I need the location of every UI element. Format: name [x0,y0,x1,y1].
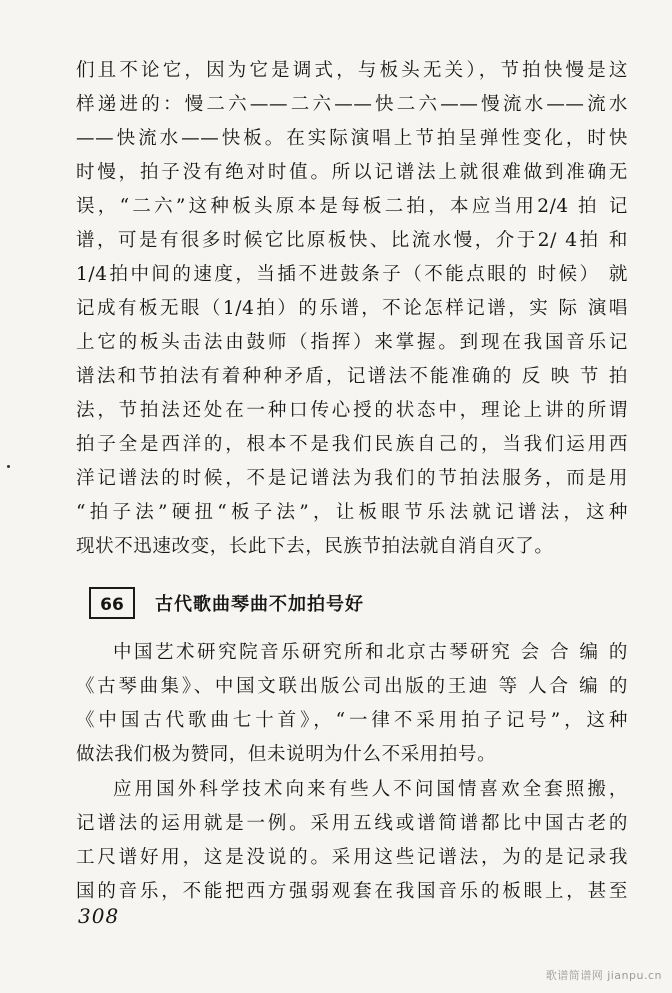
text-line: 工尺谱好用，这是没说的。采用这些记谱法，为的是记录我 [76,847,628,868]
text-line: 国的音乐，不能把西方强弱观套在我国音乐的板眼上，甚至 [76,881,628,902]
text-line: “拍子法”硬扭“板子法”，让板眼节乐法就记谱法，这种 [76,502,628,523]
text-line: 拍子全是西洋的，根本不是我们民族自己的，当我们运用西 [76,434,628,455]
text-line: ——快流水——快板。在实际演唱上节拍呈弹性变化，时快 [76,128,628,149]
paragraph-1 [76,54,628,564]
paragraph-3 [76,773,628,909]
text-line: 时慢，拍子没有绝对时值。所以记谱法上就很难做到准确无 [76,162,628,183]
page-number: 308 [78,904,120,928]
text-line: 1/4拍中间的速度，当插不进鼓条子（不能点眼的 时候） 就 [76,264,628,285]
paragraph-2 [76,636,628,772]
text-line: 做法我们极为赞同，但未说明为什么不采用拍号。 [76,744,497,765]
site-watermark: 歌谱简谱网 jianpu.cn [545,969,662,982]
text-line: 谱法和节拍法有着种种矛盾，记谱法不能准确的 反 映 节 拍 [76,366,628,387]
section-heading [89,583,364,623]
text-line: 中国艺术研究院音乐研究所和北京古琴研究 会 合 编 的 [113,642,628,663]
scan-speck [7,465,10,468]
text-line: 现状不迅速改变，长此下去，民族节拍法就自消自灭了。 [76,536,554,557]
text-line: 《古琴曲集》、中国文联出版公司出版的王迪 等 人合 编 的 [76,676,628,697]
section-number-box: 66 [89,587,135,619]
text-line: 记成有板无眼（1/4拍）的乐谱，不论怎样记谱，实 际 演唱 [76,298,628,319]
text-line: 记谱法的运用就是一例。采用五线或谱简谱都比中国古老的 [76,813,628,834]
section-title: 古代歌曲琴曲不加拍号好 [155,594,364,615]
text-line: 误，“二六”这种板头原本是每板二拍，本应当用2/4 拍 记 [76,196,628,217]
text-line: 们且不论它，因为它是调式，与板头无关），节拍快慢是这 [76,60,628,81]
text-line: 上它的板头击法由鼓师（指挥）来掌握。到现在我国音乐记 [76,332,628,353]
text-line: 样递进的：慢二六——二六——快二六——慢流水——流水 [76,94,628,115]
text-line: 应用国外科学技术向来有些人不问国情喜欢全套照搬， [113,779,628,800]
text-line: 洋记谱法的时候，不是记谱法为我们的节拍法服务，而是用 [76,468,628,489]
text-line: 谱，可是有很多时候它比原板快、比流水慢，介于2/ 4拍 和 [76,230,628,251]
text-line: 《中国古代歌曲七十首》，“一律不采用拍子记号”，这种 [76,710,628,731]
text-line: 法，节拍法还处在一种口传心授的状态中，理论上讲的所谓 [76,400,628,421]
